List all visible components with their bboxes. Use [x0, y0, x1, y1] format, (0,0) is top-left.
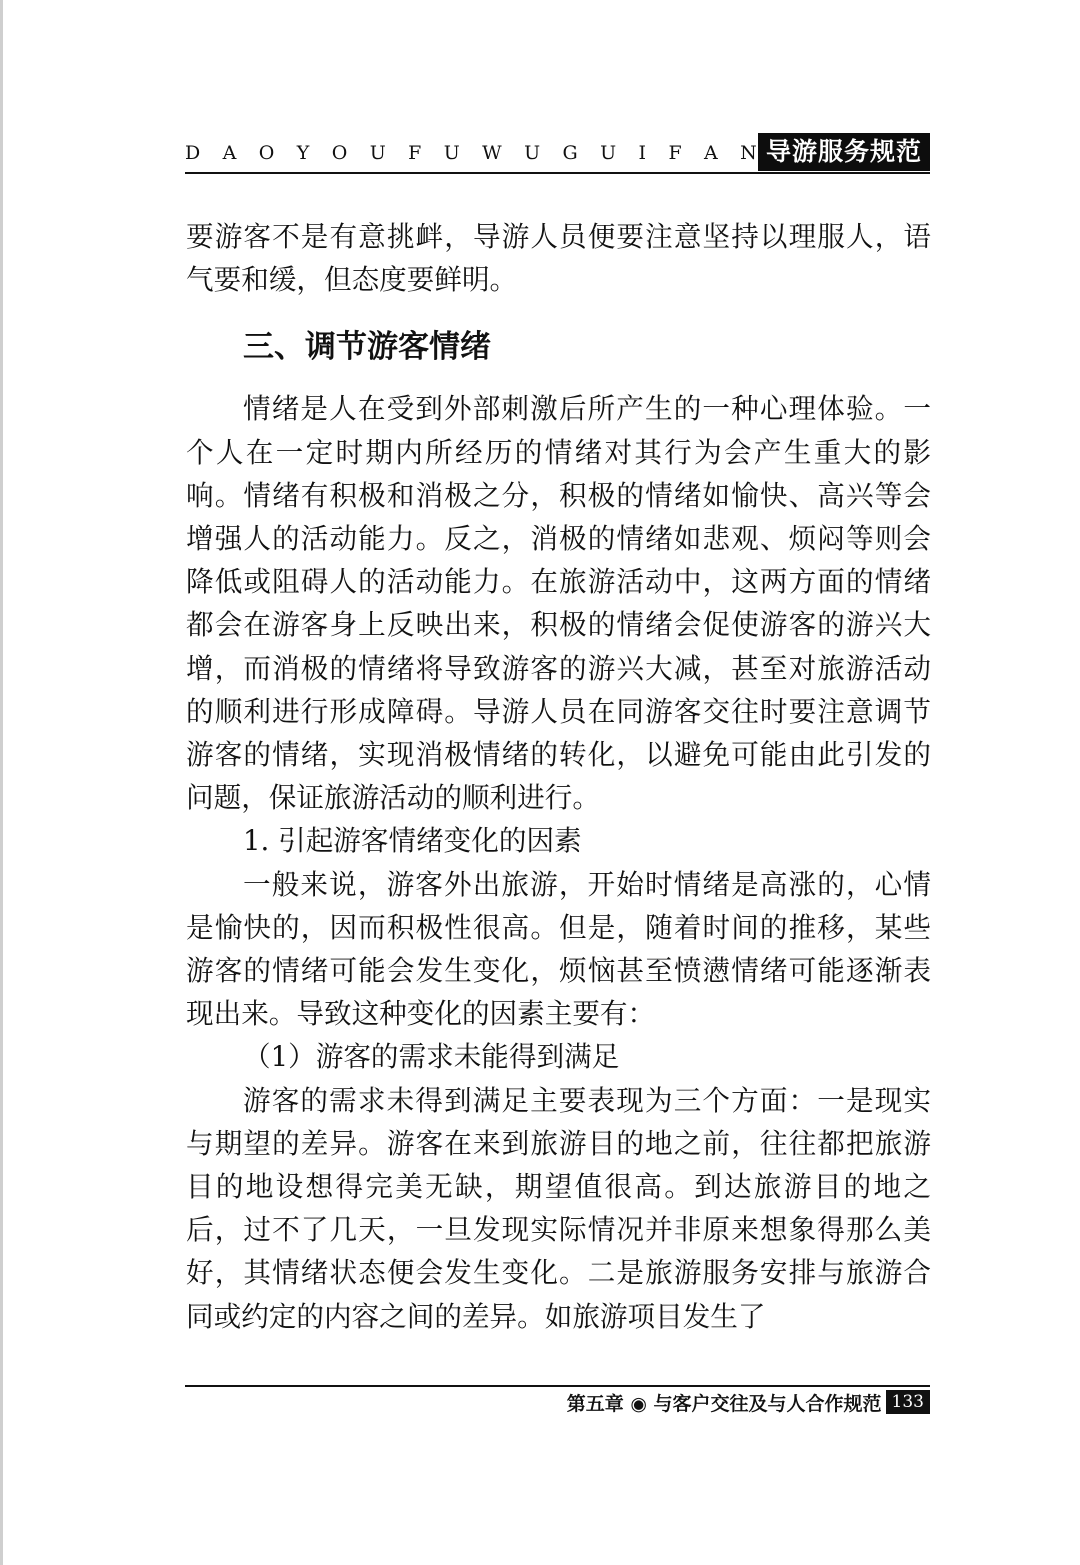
subheading-needs: （1）游客的需求未能得到满足 — [243, 1040, 620, 1074]
paragraph-factors: 一般来说，游客外出旅游，开始时情绪是高涨的，心情是愉快的，因而积极性很高。但是，随着时间的推移，某些游客的情绪可能会发生变化，烦恼甚至愤懑情绪可能逐渐表现出来。导致这种变化的因素主要有： — [186, 867, 931, 1031]
paragraph-continued: 要游客不是有意挑衅，导游人员便要注意坚持以理服人，语气要和缓，但态度要鲜明。 — [186, 220, 931, 297]
running-header — [185, 133, 930, 173]
page-edge — [0, 0, 3, 1565]
header-letter: F — [408, 142, 422, 164]
header-letter: O — [331, 142, 348, 164]
header-pinyin — [185, 142, 757, 164]
body-text — [186, 215, 931, 1338]
header-letter: N — [740, 142, 757, 164]
header-letter: Y — [296, 142, 310, 164]
header-letter: G — [562, 142, 578, 164]
subheading-factors: 1. 引起游客情绪变化的因素 — [243, 824, 582, 858]
page-footer — [567, 1389, 930, 1415]
header-letter: A — [222, 142, 237, 164]
page-number: 133 — [886, 1390, 930, 1414]
header-letter: U — [443, 142, 460, 164]
section-heading: 三、调节游客情绪 — [243, 329, 491, 366]
header-letter: A — [704, 142, 718, 164]
paragraph-emotion: 情绪是人在受到外部刺激后所产生的一种心理体验。一个人在一定时期内所经历的情绪对其行为会产生重大的影响。情绪有积极和消极之分，积极的情绪如愉快、高兴等会增强人的活动能力。反之，消极的情绪如悲观、烦闷等则会降低或阻碍人的活动能力。在旅游活动中，这两方面的情绪都会在游客身上反映出来，积极的情绪会促使游客的游兴大增，而消极的情绪将导致游客的游兴大减，甚至对旅游活动的顺利进行形成障碍。导游人员在同游客交往时要注意调节游客的情绪，实现消极情绪的转化，以避免可能由此引发的问题，保证旅游活动的顺利进行。 — [186, 392, 931, 815]
header-letter: U — [600, 142, 617, 164]
header-letter: W — [482, 142, 502, 164]
footer-chapter-title: 第五章 ◉ 与客户交往及与人合作规范 — [566, 1392, 882, 1415]
header-letter: D — [185, 142, 201, 164]
header-rule — [185, 172, 930, 174]
header-letter: U — [369, 142, 386, 164]
header-letter: I — [638, 142, 647, 164]
header-letter: O — [258, 142, 275, 164]
footer-rule — [185, 1385, 930, 1387]
header-letter: U — [524, 142, 541, 164]
header-title-badge: 导游服务规范 — [758, 133, 930, 171]
paragraph-needs: 游客的需求未得到满足主要表现为三个方面：一是现实与期望的差异。游客在来到旅游目的地之前，往往都把旅游目的地设想得完美无缺，期望值很高。到达旅游目的地之后，过不了几天，一旦发现实际情况并非原来想象得那么美好，其情绪状态便会发生变化。二是旅游服务安排与旅游合同或约定的内容之间的差异。如旅游项目发生了 — [186, 1083, 931, 1333]
header-letter: F — [668, 142, 682, 164]
